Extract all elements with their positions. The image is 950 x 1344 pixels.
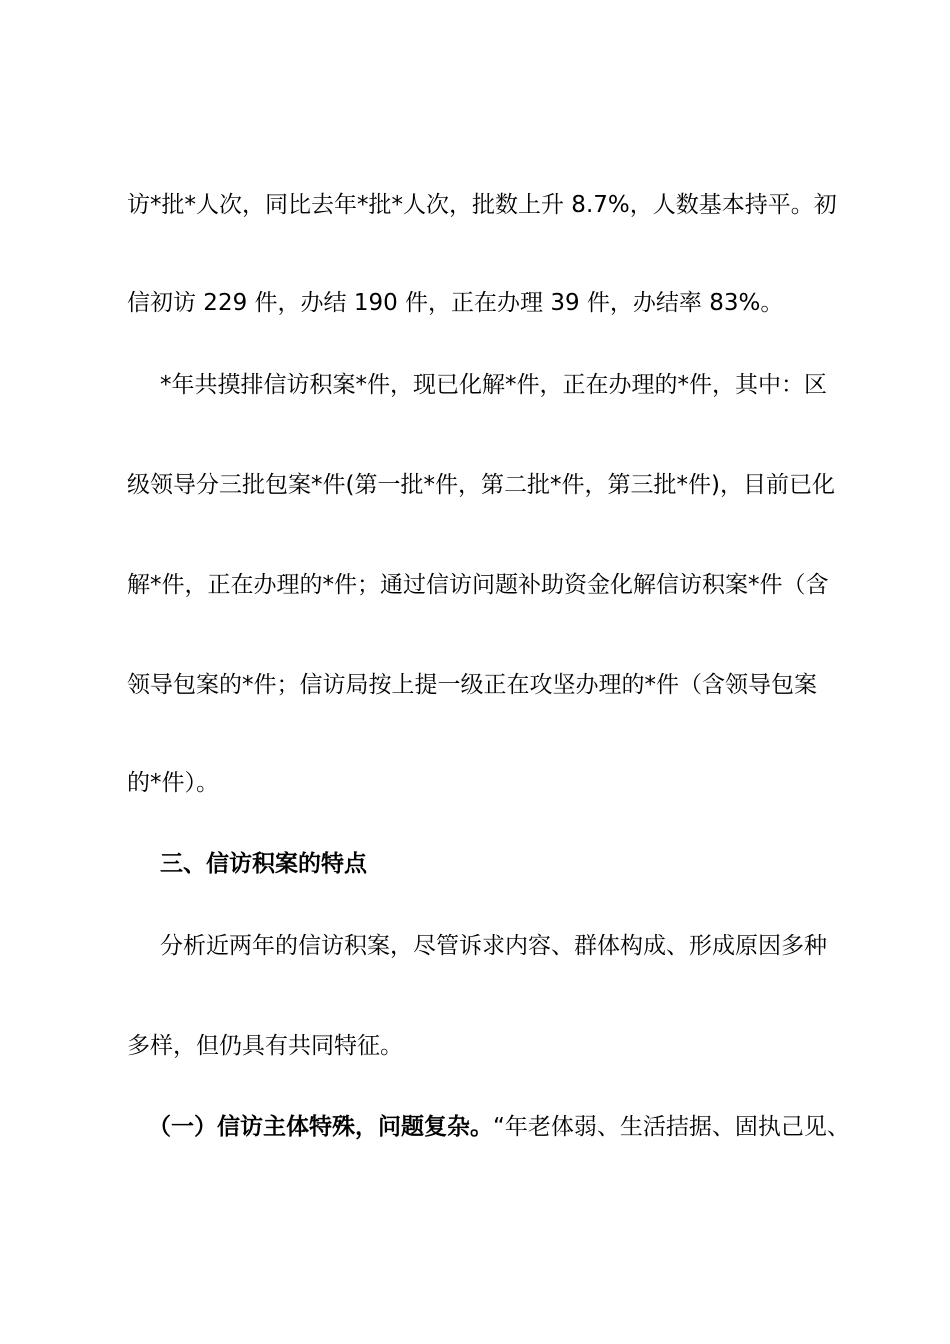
body-text-line: 多样，但仍具有共同特征。: [127, 1033, 403, 1059]
section-heading: 三、信访积案的特点: [160, 851, 367, 877]
body-text-line: 的*件）。: [127, 770, 219, 796]
body-text-line: 访*批*人次，同比去年*批*人次，批数上升 8.7%，人数基本持平。初: [127, 192, 837, 218]
body-text-line: 解*件，正在办理的*件；通过信访问题补助资金化解信访积案*件（含: [127, 572, 829, 598]
body-text-line: *年共摸排信访积案*件，现已化解*件，正在办理的*件，其中：区: [160, 372, 827, 398]
subheading-line: [148, 1111, 850, 1143]
body-text-line: 级领导分三批包案*件(第一批*件，第二批*件，第三批*件)，目前已化: [127, 472, 835, 498]
body-text-line: 领导包案的*件；信访局按上提一级正在攻坚办理的*件（含领导包案: [127, 672, 817, 698]
body-text-line: 信初访 229 件，办结 190 件，正在办理 39 件，办结率 83%。: [127, 290, 784, 316]
subheading-bold: （一）信访主体特殊，问题复杂。: [148, 1114, 493, 1140]
body-text-line: 分析近两年的信访积案，尽管诉求内容、群体构成、形成原因多种: [160, 933, 827, 959]
subheading-text: “年老体弱、生活拮据、固执己见、: [493, 1114, 850, 1140]
